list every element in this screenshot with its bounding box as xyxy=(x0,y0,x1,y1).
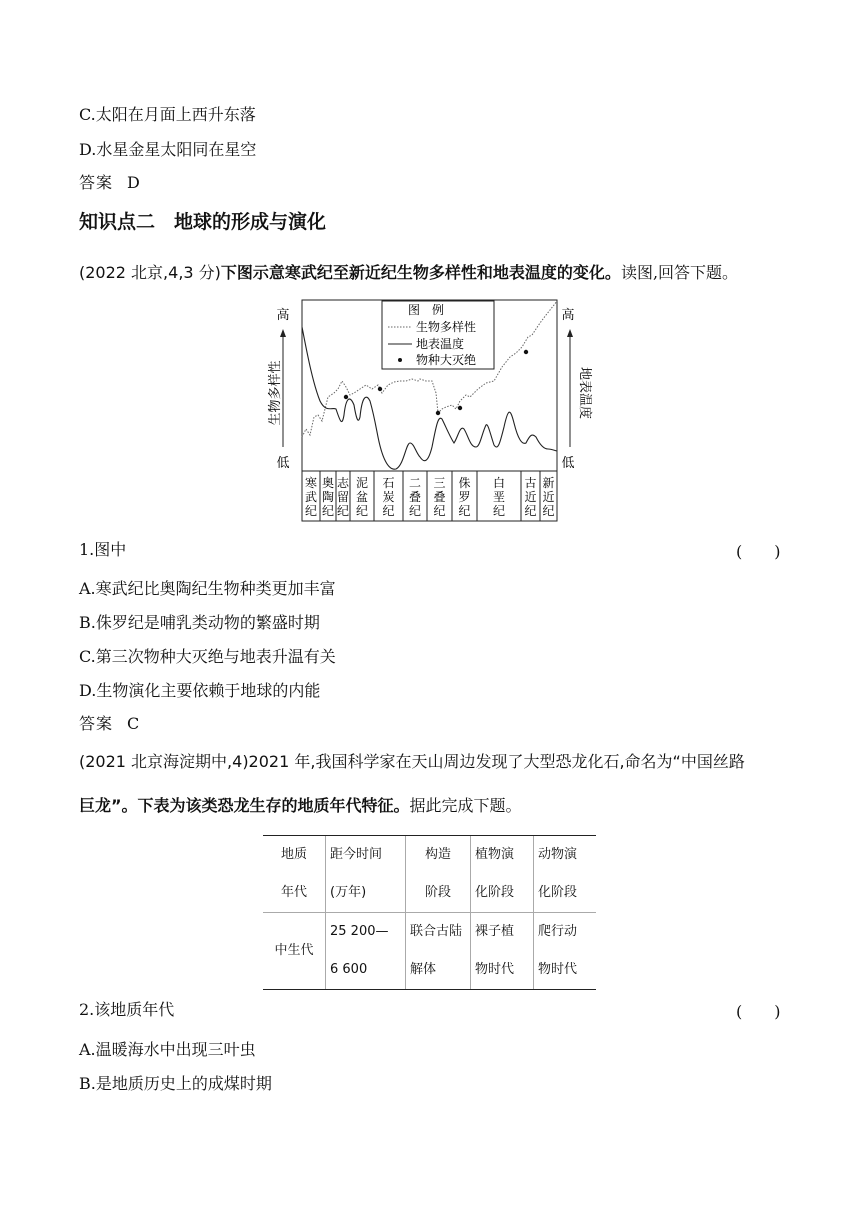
intro-2-bold: 巨龙”。下表为该类恐龙生存的地质年代特征。 xyxy=(79,796,410,815)
period-label: 寒武纪 xyxy=(304,476,318,518)
left-high-label: 高 xyxy=(276,308,290,323)
table-cell-animal: 爬行动 物时代 xyxy=(534,913,597,990)
table-header-plant: 植物演 化阶段 xyxy=(471,836,534,913)
table-cell-time: 25 200— 6 600 xyxy=(326,913,406,990)
table-header-time: 距今时间 (万年) xyxy=(326,836,406,913)
legend-item-extinction: 物种大灭绝 xyxy=(416,353,477,367)
right-axis-label: 地表温度 xyxy=(577,366,592,420)
q2-stem: 2.该地质年代 xyxy=(79,1000,175,1019)
period-label: 泥盆纪 xyxy=(355,476,369,518)
period-label: 二叠纪 xyxy=(408,476,422,518)
q1-option-c: C.第三次物种大灭绝与地表升温有关 xyxy=(79,647,336,666)
extinction-dot xyxy=(344,395,348,399)
intro-2-line-2 xyxy=(79,795,522,817)
period-label: 奥陶纪 xyxy=(321,476,335,518)
period-label: 新近纪 xyxy=(542,476,555,518)
extinction-dot xyxy=(436,411,440,415)
legend-item-biodiversity: 生物多样性 xyxy=(416,320,477,334)
option-c: C.太阳在月面上西升东落 xyxy=(79,105,256,124)
right-high-label: 高 xyxy=(561,308,575,323)
q1-answer-value: C xyxy=(127,714,140,733)
extinction-dot xyxy=(458,406,462,410)
period-label: 侏罗纪 xyxy=(458,476,471,518)
period-label: 石炭纪 xyxy=(382,476,395,518)
table-header-era: 地质 年代 xyxy=(263,836,326,913)
legend-title: 图 例 xyxy=(407,303,445,317)
intro-1-text2: 读图,回答下题。 xyxy=(620,263,739,282)
period-cells xyxy=(305,471,555,521)
period-label: 三叠纪 xyxy=(433,476,446,518)
answer-value: D xyxy=(127,173,140,192)
period-label: 白垩纪 xyxy=(492,476,506,518)
q1-answer-line xyxy=(79,713,139,735)
q1-option-a: A.寒武纪比奥陶纪生物种类更加丰富 xyxy=(79,579,336,598)
period-label: 古近纪 xyxy=(524,476,537,518)
table-header-animal: 动物演 化阶段 xyxy=(534,836,597,913)
left-low-label: 低 xyxy=(276,456,290,471)
geologic-era-table xyxy=(263,835,596,990)
intro-2-rest: 据此完成下题。 xyxy=(409,796,522,815)
legend-dot-sample xyxy=(398,358,402,362)
table-cell-tectonic: 联合古陆 解体 xyxy=(406,913,471,990)
answer-line xyxy=(79,172,140,194)
legend-item-temperature: 地表温度 xyxy=(416,337,465,351)
option-d: D.水星金星太阳同在星空 xyxy=(79,140,257,159)
extinction-dot xyxy=(524,350,528,354)
q1-stem: 1.图中 xyxy=(79,540,127,559)
intro-1-text: 下图示意寒武纪至新近纪生物多样性和地表温度的变化。 xyxy=(220,263,621,282)
q2-option-a: A.温暖海水中出现三叶虫 xyxy=(79,1040,256,1059)
intro-1-source: (2022 北京,4,3 分) xyxy=(79,263,221,282)
q1-option-b: B.侏罗纪是哺乳类动物的繁盛时期 xyxy=(79,613,320,632)
section-title: 知识点二 地球的形成与演化 xyxy=(79,211,327,233)
table-cell-era: 中生代 xyxy=(263,913,326,990)
intro-2-line-1: (2021 北京海淀期中,4)2021 年,我国科学家在天山周边发现了大型恐龙化石,命名为“中国丝路 xyxy=(79,752,745,771)
biodiversity-temperature-figure xyxy=(270,297,590,525)
q1-answer-paren: ( ) xyxy=(736,542,781,561)
q1-answer-label: 答案 xyxy=(79,714,114,733)
period-label: 志留纪 xyxy=(336,476,350,518)
right-axis-arrowhead xyxy=(567,329,573,337)
answer-label: 答案 xyxy=(79,173,114,192)
left-axis-arrowhead xyxy=(280,329,286,337)
q2-option-b: B.是地质历史上的成煤时期 xyxy=(79,1074,272,1093)
extinction-dot xyxy=(378,387,382,391)
right-low-label: 低 xyxy=(561,456,575,471)
table-header-tectonic: 构造 阶段 xyxy=(406,836,471,913)
q2-answer-paren: ( ) xyxy=(736,1002,781,1021)
q1-option-d: D.生物演化主要依赖于地球的内能 xyxy=(79,681,321,700)
left-axis-label: 生物多样性 xyxy=(268,360,283,426)
table-cell-plant: 裸子植 物时代 xyxy=(471,913,534,990)
intro-1 xyxy=(79,262,738,284)
